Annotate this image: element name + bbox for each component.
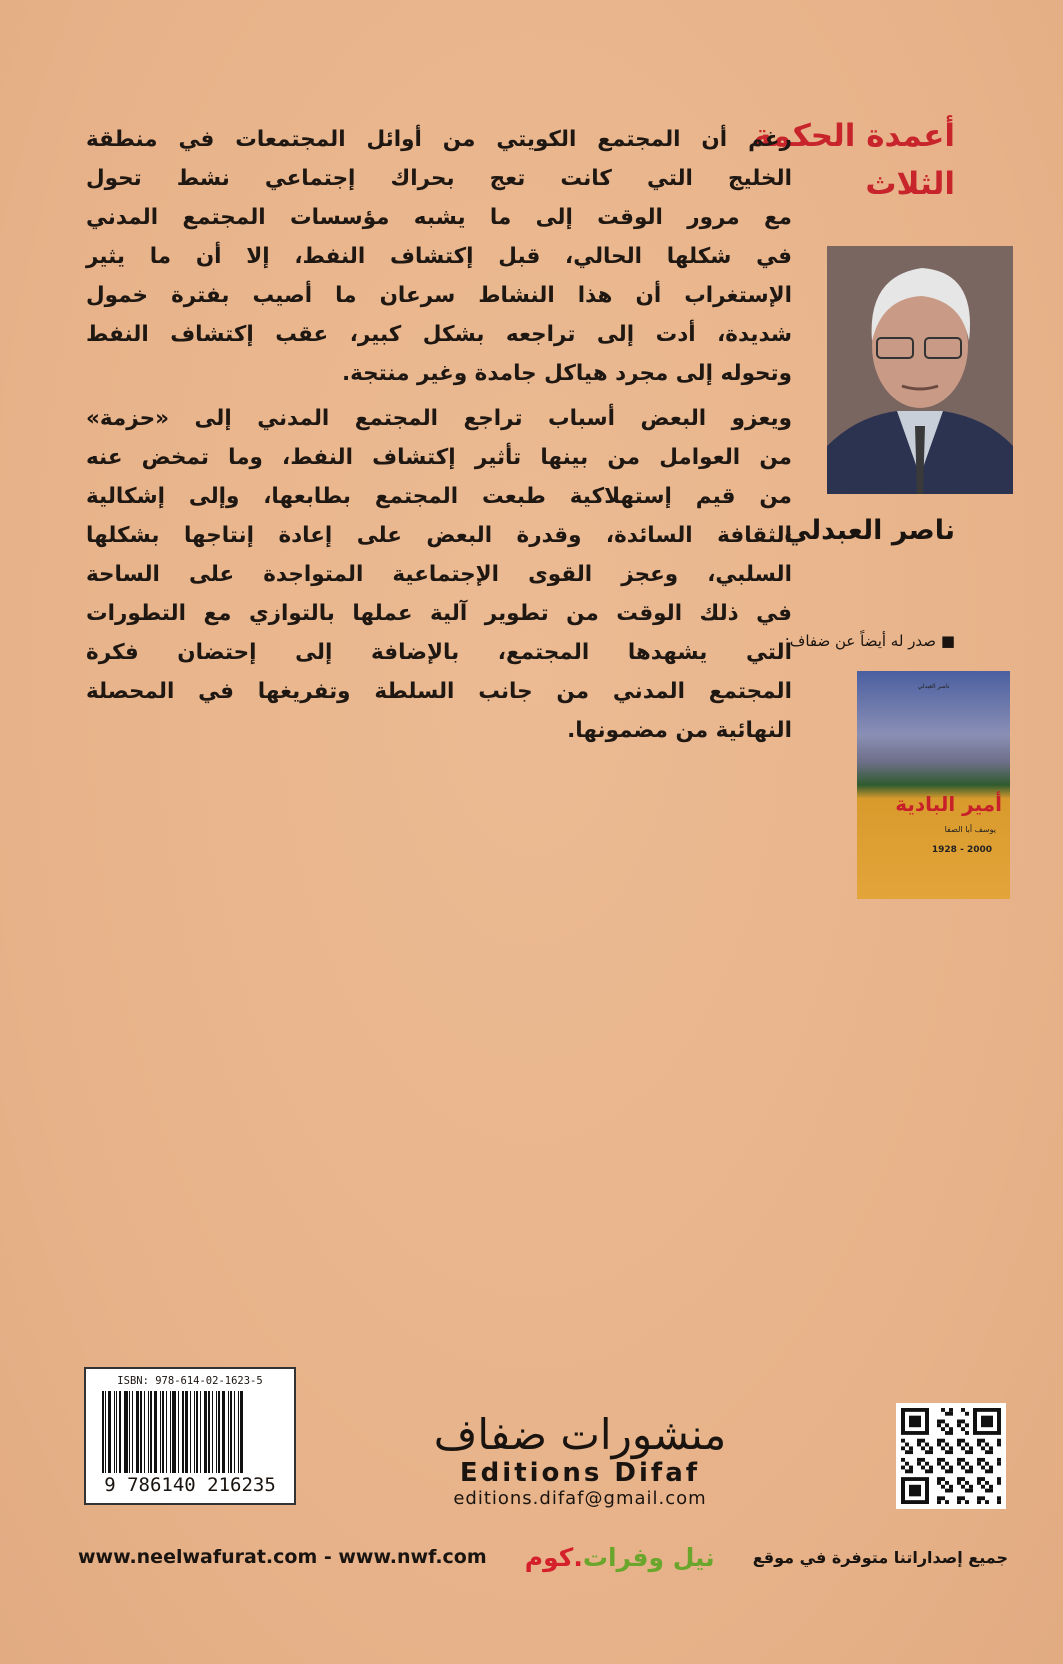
barcode-bar: [140, 1391, 142, 1473]
logo-part-3: .كوم: [524, 1542, 583, 1572]
barcode-bar: [160, 1391, 161, 1473]
blurb-line: الخليج التي كانت تعج بحراك إجتماعي نشط تحول: [86, 166, 792, 191]
title-line-2: الثلاث: [865, 166, 955, 202]
publisher-english-name: Editions Difaf: [459, 1458, 701, 1488]
blurb-line: من قيم إستهلاكية طبعت المجتمع بطابعها، وإلى إشكالية: [86, 484, 792, 509]
barcode-bar: [116, 1391, 117, 1473]
blurb-line: السلبي، وعجز القوى الإجتماعية المتواجدة على الساحة: [86, 562, 792, 587]
barcode-bar: [190, 1391, 191, 1473]
barcode-bar: [216, 1391, 217, 1473]
blurb: [86, 120, 792, 756]
blurb-line: وتحوله إلى مجرد هياكل جامدة وغير منتجة.: [341, 361, 792, 386]
isbn-barcode: [84, 1367, 296, 1505]
other-book-years: 1928 - 2000: [931, 845, 992, 855]
barcode-bar: [200, 1391, 201, 1473]
barcode-bar: [185, 1391, 188, 1473]
other-book-author: ناصر العبدلي: [917, 683, 950, 690]
barcode-bar: [136, 1391, 139, 1473]
barcode-bar: [129, 1391, 130, 1473]
barcode-bar: [218, 1391, 220, 1473]
isbn-text: ISBN: 978-614-02-1623-5: [117, 1375, 263, 1387]
barcode-bar: [238, 1391, 239, 1473]
barcode-bar: [166, 1391, 167, 1473]
also-published-label: ■ صدر له أيضاً عن ضفاف:: [784, 632, 955, 650]
footer: [78, 1540, 1008, 1574]
barcode-bar: [144, 1391, 145, 1473]
blurb-line: الإستغراب أن هذا النشاط سرعان ما أصيب بفترة خمول: [86, 283, 792, 308]
barcode-bar: [170, 1391, 171, 1473]
blurb-line: رغم أن المجتمع الكويتي من أوائل المجتمعات في منطقة: [86, 127, 792, 152]
publisher-logo: [430, 1412, 730, 1509]
publisher-email: editions.difaf@gmail.com: [453, 1488, 707, 1509]
barcode-bar: [108, 1391, 111, 1473]
blurb-line: شديدة، أدت إلى تراجعه بشكل كبير، عقب إكتشاف النفط: [86, 322, 792, 347]
qr-code: [896, 1403, 1006, 1509]
author-photo: [827, 246, 1013, 494]
barcode-bar: [124, 1391, 128, 1473]
barcode-bar: [119, 1391, 121, 1473]
barcode-bar: [150, 1391, 152, 1473]
barcode-bar: [102, 1391, 104, 1473]
barcode-bar: [234, 1391, 235, 1473]
blurb-line: المجتمع المدني من جانب السلطة وتفريغها في المحصلة: [86, 679, 792, 704]
other-book-subtitle: يوسف أبا الصفا: [944, 825, 996, 834]
barcode-bar: [222, 1391, 225, 1473]
also-published-text: صدر له أيضاً عن ضفاف:: [784, 632, 937, 650]
barcode-bar: [172, 1391, 176, 1473]
barcode-bar: [148, 1391, 149, 1473]
barcode-bar: [114, 1391, 115, 1473]
blurb-line: التي يشهدها المجتمع، بالإضافة إلى إحتضان فكرة: [86, 640, 792, 665]
barcode-bar: [228, 1391, 229, 1473]
barcode-bar: [182, 1391, 184, 1473]
publisher-arabic-name: منشورات ضفاف: [433, 1410, 727, 1459]
logo-part-2: وفرات: [582, 1542, 664, 1572]
blurb-line: من العوامل من بينها تأثير إكتشاف النفط، وما تمخض عنه: [86, 445, 792, 470]
author-name: ناصر العبدلي: [783, 515, 955, 546]
blurb-line: في شكلها الحالي، قبل إكتشاف النفط، إلا أن ما يثير: [86, 244, 792, 269]
barcode-bar: [132, 1391, 133, 1473]
ean-number: 9 786140 216235: [96, 1473, 284, 1497]
barcode-bar: [208, 1391, 210, 1473]
barcode-bars: [102, 1391, 278, 1473]
blurb-paragraph-1: [86, 120, 792, 393]
footer-websites: www.neelwafurat.com - www.nwf.com: [78, 1546, 487, 1568]
barcode-bar: [105, 1391, 106, 1473]
barcode-bar: [230, 1391, 232, 1473]
neelwafurat-logo: [525, 1543, 715, 1572]
blurb-line: مع مرور الوقت إلى ما يشبه مؤسسات المجتمع المدني: [86, 205, 792, 230]
other-book-cover: [857, 671, 1010, 899]
other-book-title: أمير البادية: [895, 792, 1002, 816]
barcode-bar: [240, 1391, 243, 1473]
logo-part-1: نيل: [672, 1542, 715, 1572]
blurb-paragraph-2: [86, 399, 792, 750]
blurb-line: النهائية من مضمونها.: [567, 718, 792, 743]
barcode-bar: [162, 1391, 164, 1473]
barcode-bar: [196, 1391, 198, 1473]
barcode-bar: [212, 1391, 213, 1473]
barcode-bar: [194, 1391, 195, 1473]
barcode-bar: [178, 1391, 179, 1473]
title-line-1: أعمدة الحكمة: [753, 118, 955, 154]
blurb-line: في ذلك الوقت من تطوير آلية عملها بالتوازي مع التطورات: [86, 601, 792, 626]
blurb-line: ويعزو البعض أسباب تراجع المجتمع المدني إلى «حزمة»: [86, 406, 792, 431]
barcode-bar: [204, 1391, 207, 1473]
footer-availability-text: جميع إصداراتنا متوفرة في موقع: [752, 1547, 1008, 1567]
barcode-bar: [154, 1391, 157, 1473]
blurb-line: الثقافة السائدة، وقدرة البعض على إعادة إنتاجها بشكلها: [86, 523, 792, 548]
